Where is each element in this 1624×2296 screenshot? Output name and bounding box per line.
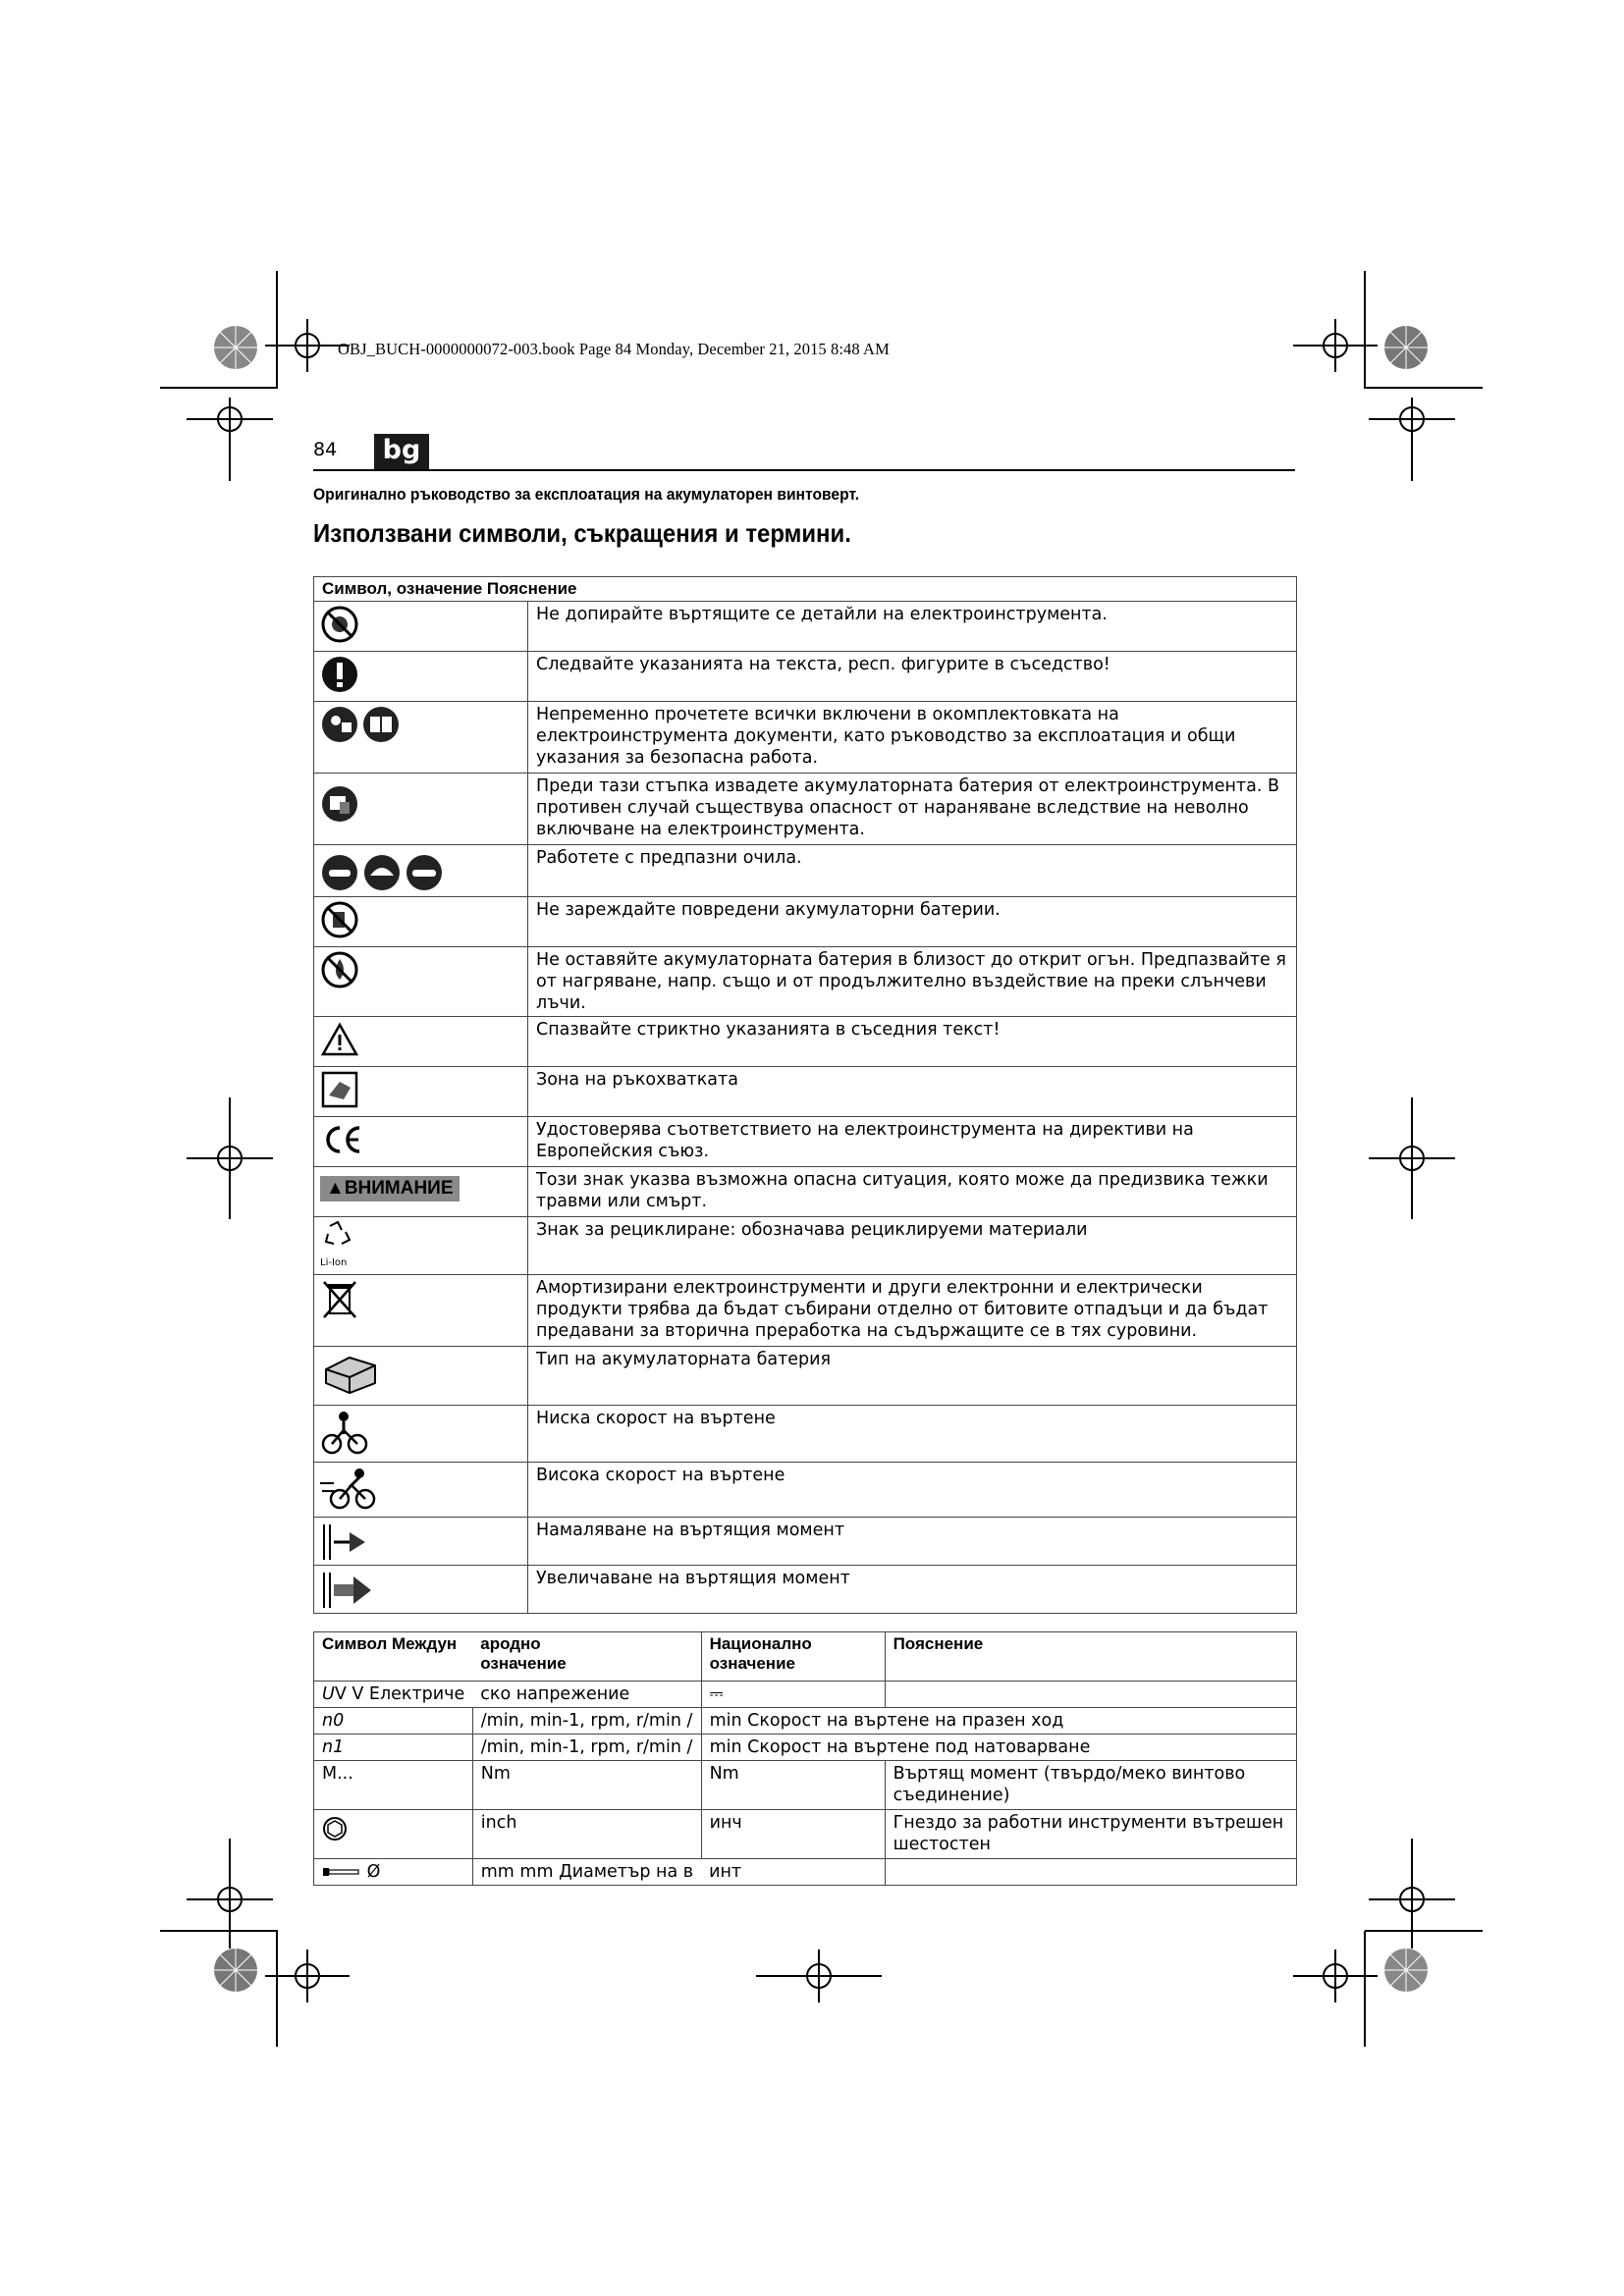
warning-triangle-icon [320, 1020, 359, 1059]
description-cell: Не оставяйте акумулаторната батерия в близост до открит огън. Предпазвайте я от нагряване, напр. също и от продължително въздействие на преки слънчеви лъчи. [528, 947, 1297, 1017]
print-header-line: OBJ_BUCH-0000000072-003.book Page 84 Monday, December 21, 2015 8:48 AM [338, 340, 890, 358]
description-cell: Висока скорост на въртене [528, 1463, 1297, 1518]
national-cell: инч [701, 1810, 885, 1859]
description-cell: Преди тази стъпка извадете акумулаторната батерия от електроинструмента. В противен случай съществува опасност от нараняване вследствие на неволно включване на електроинструмента. [528, 774, 1297, 845]
national-cell: инт [701, 1859, 885, 1886]
description-cell: Този знак указва възможна опасна ситуация, която може да предизвика тежки травми или смърт. [528, 1167, 1297, 1217]
symbol-cell [314, 1735, 473, 1761]
section-title: Използвани символи, съкращения и термини. [313, 518, 851, 548]
table-header-row [314, 1632, 1297, 1682]
intl-cell: /min, min-1, rpm, r/min / [472, 1735, 701, 1761]
no-touch-rotating-icon [320, 605, 359, 644]
symbol-n1: n1 [322, 1737, 345, 1757]
table-row [314, 1275, 1297, 1347]
description-cell: Тип на акумулаторната батерия [528, 1347, 1297, 1406]
header-rule [313, 469, 1295, 471]
symbol-cell [314, 1167, 528, 1217]
explanation-cell: min Скорост на въртене под натоварване [701, 1735, 1296, 1761]
safety-glasses-icon [320, 852, 448, 893]
description-cell: Ниска скорост на въртене [528, 1406, 1297, 1463]
slow-bicycle-icon [320, 1409, 369, 1456]
table-row [314, 602, 1297, 652]
language-badge: bg [374, 434, 429, 469]
symbol-cell [314, 1810, 473, 1859]
symbol-cell [314, 897, 528, 947]
intl-cell: /min, min-1, rpm, r/min / [472, 1708, 701, 1735]
header-national-cell [701, 1632, 885, 1682]
table-header-row [314, 577, 1297, 602]
table-row [314, 1017, 1297, 1067]
table-row [314, 897, 1297, 947]
table-header-text: Символ, означение Пояснение [322, 579, 577, 598]
symbol-cell [314, 1117, 528, 1167]
symbol-cell [314, 1518, 528, 1566]
description-cell: Не допирайте въртящите се детайли на електроинструмента. [528, 602, 1297, 652]
li-ion-label: Li-Ion [320, 1257, 348, 1268]
symbol-cell [314, 1406, 528, 1463]
description-cell: Намаляване на въртящия момент [528, 1518, 1297, 1566]
symbol-cell [314, 602, 528, 652]
explanation-cell: min Скорост на въртене на празен ход [701, 1708, 1296, 1735]
table-row [314, 1859, 1297, 1886]
symbol-cell [314, 774, 528, 845]
table-row [314, 947, 1297, 1017]
fast-bicycle-icon [320, 1466, 377, 1511]
page-number: 84 [313, 439, 338, 460]
description-cell: Знак за рециклиране: обозначава рециклируеми материали [528, 1217, 1297, 1275]
header-intl-line1: ародно [480, 1634, 541, 1653]
symbol-cell [314, 1067, 528, 1117]
header-symbol: Символ Междун [322, 1634, 458, 1653]
torque-increase-icon [320, 1569, 375, 1610]
intl-cell: inch [472, 1810, 701, 1859]
table-row [314, 774, 1297, 845]
table-row [314, 1761, 1297, 1810]
exclamation-icon [320, 655, 359, 694]
symbol-cell [314, 1017, 528, 1067]
intl-cell: mm mm Диаметър на в [472, 1859, 701, 1886]
table-row [314, 1566, 1297, 1614]
description-cell: Амортизирани електроинструменти и други електронни и електрически продукти трябва да бъдат събирани отделно от битовите отпадъци и да бъдат предавани за вторична преработка на съдържащите се в тях суровини. [528, 1275, 1297, 1347]
warning-badge-text: ВНИМАНИЕ [344, 1178, 454, 1199]
table-row [314, 652, 1297, 702]
screw-icon [322, 1865, 361, 1879]
header-symbol-cell [314, 1632, 473, 1682]
description-cell: Работете с предпазни очила. [528, 845, 1297, 897]
battery-pack-icon [320, 1350, 379, 1397]
description-cell: Спазвайте стриктно указанията в съседния текст! [528, 1017, 1297, 1067]
symbol-n0: n0 [322, 1711, 345, 1731]
symbol-cell [314, 1347, 528, 1406]
torque-decrease-icon [320, 1521, 369, 1562]
recycling-icon [320, 1220, 355, 1250]
explanation-cell: Гнездо за работни инструменти вътрешен шестостен [885, 1810, 1296, 1859]
symbol-cell [314, 1566, 528, 1614]
explanation-cell: Въртящ момент (твърдо/меко винтово съединение) [885, 1761, 1296, 1810]
symbol-cell [314, 702, 528, 774]
table-row [314, 1347, 1297, 1406]
ce-mark-icon [320, 1120, 363, 1159]
national-cell: Nm [701, 1761, 885, 1810]
warning-badge: ▲ВНИМАНИЕ [320, 1176, 460, 1201]
description-cell: Увеличаване на въртящия момент [528, 1566, 1297, 1614]
units-table [313, 1631, 1297, 1886]
table-row [314, 1682, 1297, 1708]
symbol-cell [314, 1275, 528, 1347]
table-row [314, 845, 1297, 897]
symbols-table [313, 576, 1297, 1614]
header-explanation: Пояснение [893, 1634, 984, 1653]
symbol-cell [314, 845, 528, 897]
symbol-cell [314, 1682, 473, 1708]
table-row [314, 1167, 1297, 1217]
no-fire-icon [320, 950, 359, 989]
hex-socket-icon [322, 1816, 348, 1842]
remove-battery-icon [320, 784, 359, 824]
table-header-cell [314, 577, 1297, 602]
table-row [314, 1810, 1297, 1859]
national-cell: ⎓ [701, 1682, 885, 1708]
explanation-cell [885, 1682, 1296, 1708]
intl-cell: Nm [472, 1761, 701, 1810]
symbol-cell [314, 1463, 528, 1518]
symbol-u: U [322, 1684, 335, 1704]
description-cell: Следвайте указанията на текста, респ. фигурите в съседство! [528, 652, 1297, 702]
description-cell: Зона на ръкохватката [528, 1067, 1297, 1117]
table-row [314, 1735, 1297, 1761]
symbol-cell [314, 1708, 473, 1735]
symbol-cell [314, 947, 528, 1017]
description-cell: Непременно прочетете всички включени в окомплектовката на електроинструмента документи, като ръководство за експлоатация и общи указания за безопасна работа. [528, 702, 1297, 774]
header-national-line1: Национално [709, 1634, 812, 1653]
diameter-symbol: Ø [366, 1862, 381, 1882]
table-row [314, 1708, 1297, 1735]
symbol-cell: M... [314, 1761, 473, 1810]
grip-zone-icon [320, 1070, 359, 1109]
table-row [314, 702, 1297, 774]
header-intl-cell [472, 1632, 701, 1682]
symbol-cell [314, 1859, 473, 1886]
table-row [314, 1518, 1297, 1566]
no-charge-damaged-icon [320, 900, 359, 939]
intl-cell: ско напрежение [472, 1682, 701, 1708]
table-row [314, 1117, 1297, 1167]
table-row [314, 1463, 1297, 1518]
description-cell: Удостоверява съответствието на електроинструмента на директиви на Европейския съюз. [528, 1117, 1297, 1167]
symbol-u-rest: V V Електриче [334, 1684, 465, 1704]
symbol-cell [314, 652, 528, 702]
table-row [314, 1217, 1297, 1275]
symbol-cell [314, 1217, 528, 1275]
explanation-cell [885, 1859, 1296, 1886]
read-manual-icon [320, 705, 405, 744]
document-subtitle: Оригинално ръководство за експлоатация на акумулаторен винтоверт. [313, 485, 860, 504]
description-cell: Не зареждайте повредени акумулаторни батерии. [528, 897, 1297, 947]
crossed-bin-icon [320, 1278, 359, 1321]
header-explanation-cell [885, 1632, 1296, 1682]
table-row [314, 1067, 1297, 1117]
header-national-line2: означение [709, 1654, 795, 1673]
header-intl-line2: означение [480, 1654, 567, 1673]
table-row [314, 1406, 1297, 1463]
